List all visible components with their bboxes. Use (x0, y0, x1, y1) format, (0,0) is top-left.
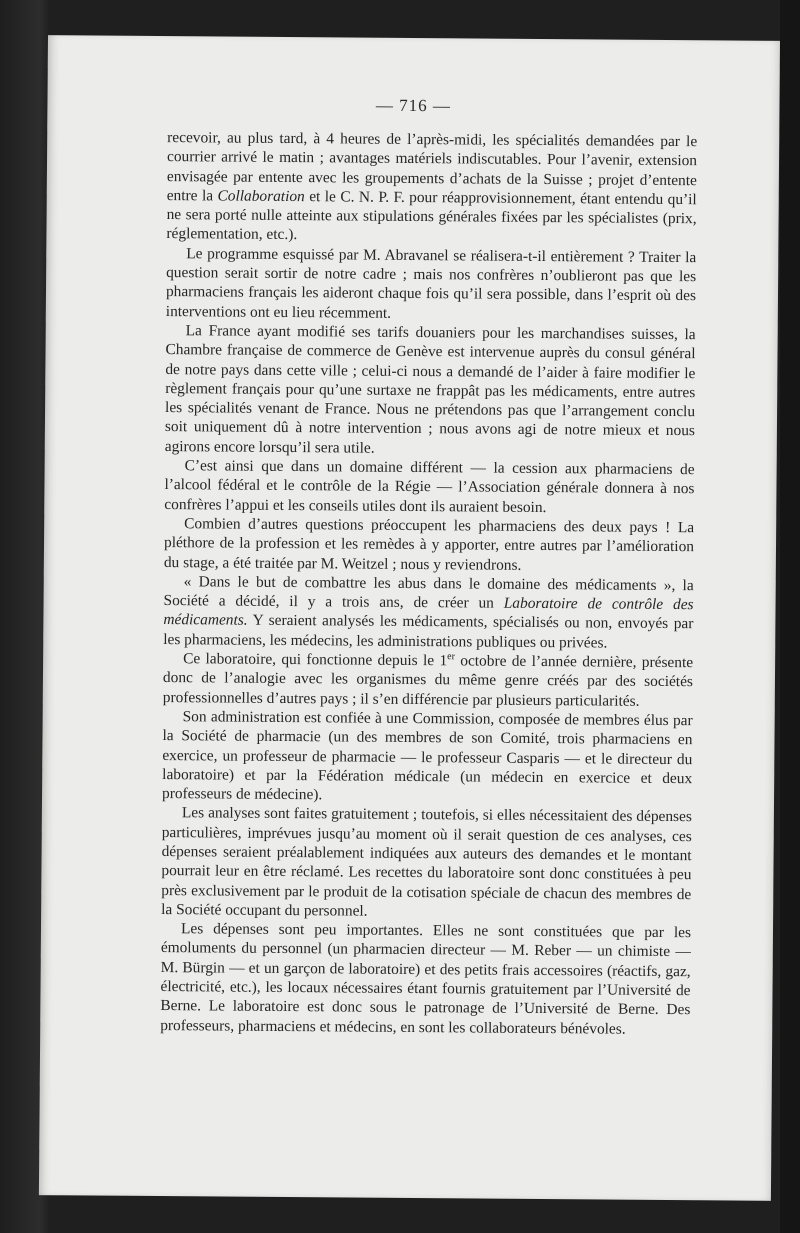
paragraph (164, 514, 694, 576)
document-page (39, 35, 780, 1201)
text-run: La France ayant modifié ses tarifs douaniers pour les marchandises suisses, la Chambre française de commerce de Genève est intervenue auprès du consul général de notre pays dans cette ville ; celui-ci nous a demandé de l’aider à faire modifier le règlement français pour qu’une surtaxe ne frappât pas les médicaments, entre autres les spécialités venant de France. Nous ne prétendons pas que l’arrangement conclu soit uniquement dû à notre intervention ; nous avons agi de notre mieux et nous agirons encore lorsqu’il sera utile. (164, 322, 696, 457)
paragraph (163, 572, 694, 653)
page-number: — 716 — (375, 95, 452, 116)
superscript: er (447, 651, 456, 663)
text-run: Les dépenses sont peu importantes. Elles ne sont constituées que par les émoluments du personnel (un pharmacien directeur — M. Reber — un chimiste — M. Bürgin — et un garçon de laboratoire) et des petits frais accessoires (réactifs, gaz, électricité, etc.), les locaux nécessaires étant fournis gratuitement par l’Université de Berne. Le laboratoire est donc sous le patronage de l’Université de Berne. Des professeurs, pharmaciens et médecins, en sont les collaborateurs bénévoles. (160, 920, 692, 1038)
paragraph (160, 919, 691, 1039)
italic-text: Collaboration (217, 187, 305, 206)
text-run: Combien d’autres questions préoccupent les pharmaciens des deux pays ! La pléthore de la profession et les remèdes à y apporter, entre autres par l’amélioration du stage, a été traitée par M. Weitzel ; nous y reviendrons. (163, 515, 695, 574)
body-text (160, 128, 697, 1039)
text-run: et le C. N. P. F. pour réapprovisionnement, étant entendu qu’il ne sera porté nulle atteinte aux stipulations générales fixées par les spécialistes (prix, réglementation, etc.). (166, 188, 697, 244)
text-run: Son administration est confiée à une Commission, composée de membres élus par la Société de pharmacie (un des membres de son Comité, trois pharmaciens en exercice, un professeur de pharmacie — le professeur Casparis — et le directeur du laboratoire) et par la Fédération médicale (un médecin en exercice et deux professeurs de médecine). (161, 708, 693, 804)
paragraph (162, 707, 693, 808)
text-run: C’est ainsi que dans un domaine différent — la cession aux pharmaciens de l’alcool fédéral et le contrôle de la Régie — l’Association générale donnera à nos confrères l’appui et les conseils utiles dont ils auraient besoin. (164, 457, 695, 516)
paragraph (161, 803, 692, 923)
paragraph (165, 321, 696, 460)
paragraph (166, 244, 697, 325)
italic-text: Laboratoire de contrôle des médicaments. (163, 594, 694, 630)
text-run: octobre de l’année dernière, présente donc de l’analogie avec les organismes du même genre créés par des sociétés professionnelles d’autres pays ; il s’en différencie par plusieurs particularités. (162, 652, 694, 710)
scan-edge (780, 0, 800, 1233)
text-run: Les analyses sont faites gratuitement ; toutefois, si elles nécessitaient des dépenses particulières, imprévues jusqu’au moment où il serait question de ces analyses, ces dépenses seraient préalablement indiquées aux auteurs des demandes et le montant pourrait leur en être réclamé. Les recettes du laboratoire sont donc constituées à peu près exclusivement par le produit de la cotisation spéciale de chacun des membres de la Société occupant du personnel. (161, 804, 692, 920)
text-run: Ce laboratoire, qui fonctionne depuis le 1 (183, 650, 448, 670)
text-run: « Dans le but de combattre les abus dans le domaine des médicaments », la Société a décidé, il y a trois ans, de créer un (163, 573, 694, 612)
text-run: Y seraient analysés les médicaments, spécialisés ou non, envoyés par les pharmaciens, les médecins, les administrations publiques ou privées. (163, 612, 694, 652)
paragraph (164, 456, 694, 518)
paragraph (166, 128, 697, 248)
text-run: Le programme esquissé par M. Abravanel se réalisera-t-il entièrement ? Traiter la question serait sortir de notre cadre ; mais nos confrères n’oublieront pas que les pharmaciens français les aideront chaque fois qu’il sera possible, dans l’esprit où des interventions ont eu lieu récemment. (165, 244, 697, 322)
paragraph (163, 649, 693, 711)
text-run: recevoir, au plus tard, à 4 heures de l’après-midi, les spécialités demandées par le courrier arrivé le matin ; avantages matériels indiscutables. Pour l’avenir, extension envisagée par entente avec les groupements d’achats de la Suisse ; projet d’entente entre la (166, 129, 698, 205)
